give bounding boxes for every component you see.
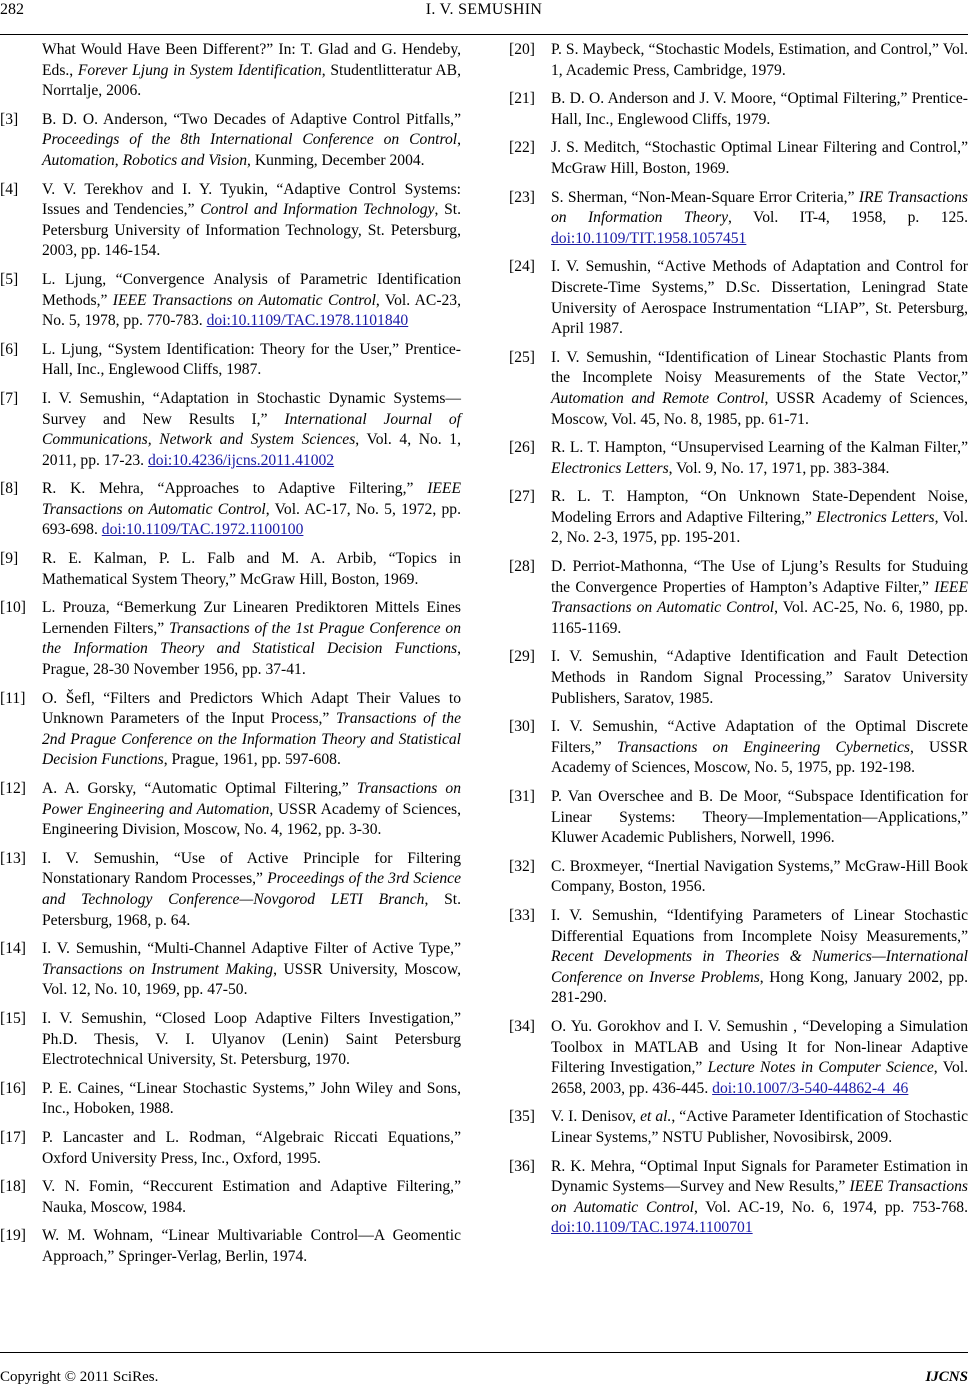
reference-item	[0, 598, 461, 680]
reference-item	[0, 849, 461, 931]
reference-item	[509, 1157, 968, 1239]
reference-number: [22]	[509, 139, 535, 157]
reference-number: [29]	[509, 648, 535, 666]
doi-link[interactable]: doi:10.1109/TAC.1974.1100701	[551, 1219, 753, 1237]
reference-number: [5]	[0, 270, 19, 288]
reference-item	[0, 340, 461, 381]
page-footer	[0, 1352, 968, 1387]
reference-number: [32]	[509, 857, 535, 875]
reference-number: [17]	[0, 1128, 26, 1146]
reference-number: [28]	[509, 558, 535, 576]
doi-link[interactable]: doi:10.1109/TAC.1978.1101840	[206, 312, 409, 330]
reference-continuation: What Would Have Been Different?” In: T. Glad and G. Hendeby, Eds., Forever Ljung in System Identification, Studentlitteratur AB, Norrtalje, 2006.	[42, 41, 461, 100]
reference-number: [18]	[0, 1178, 26, 1196]
reference-item	[509, 188, 968, 250]
doi-link[interactable]: doi:10.1007/3-540-44862-4_46	[712, 1079, 909, 1097]
reference-item	[0, 689, 461, 771]
reference-number: [24]	[509, 258, 535, 276]
reference-item	[0, 1009, 461, 1071]
reference-text: I. V. Semushin, “Closed Loop Adaptive Filters Investigation,” Ph.D. Thesis, V. I. Ulyanov (Lenin) Saint Petersburg Electrotechnical University, St. Petersburg, 1970.	[42, 1009, 461, 1069]
reference-text: V. N. Fomin, “Reccurent Estimation and Adaptive Filtering,” Nauka, Moscow, 1984.	[42, 1178, 461, 1216]
reference-number: [20]	[509, 41, 535, 58]
doi-link[interactable]: doi:10.4236/ijcns.2011.41002	[147, 451, 335, 469]
reference-text: I. V. Semushin, “Use of Active Principle for Filtering Nonstationary Random Processes,” Proceedings of the 3rd Science and Technology Conference—Novgorod LETI Branch, St. Petersburg, 1968, p. 64.	[42, 849, 461, 929]
reference-item	[509, 438, 968, 479]
reference-item	[0, 939, 461, 1001]
doi-link[interactable]: doi:10.1109/TIT.1958.1057451	[551, 229, 747, 247]
reference-text: P. S. Maybeck, “Stochastic Models, Estimation, and Control,” Vol. 1, Academic Press, Cambridge, 1979.	[551, 41, 968, 79]
reference-text: I. V. Semushin, “Identification of Linear Stochastic Plants from the Incomplete Noisy Measurements of the State Vector,” Automation and Remote Control, USSR Academy of Sciences, Moscow, Vol. 45, No. 8, 1985, pp. 61-71.	[551, 348, 968, 428]
reference-item	[0, 779, 461, 841]
reference-number: [36]	[509, 1157, 535, 1175]
reference-number: [9]	[0, 550, 19, 568]
reference-number: [26]	[509, 439, 535, 457]
reference-item	[509, 138, 968, 179]
reference-item	[0, 1177, 461, 1218]
reference-text: B. D. O. Anderson, “Two Decades of Adaptive Control Pitfalls,” Proceedings of the 8th International Conference on Control, Automation, Robotics and Vision, Kunming, December 2004.	[42, 110, 461, 169]
reference-item	[0, 180, 461, 262]
reference-text: I. V. Semushin, “Active Methods of Adaptation and Control for Discrete-Time Systems,” D.Sc. Dissertation, Leningrad State University of Aerospace Instrumentation “LIAP”, St. Petersburg, April 1987.	[551, 258, 968, 338]
reference-text: R. E. Kalman, P. L. Falb and M. A. Arbib, “Topics in Mathematical System Theory,” McGraw Hill, Boston, 1969.	[42, 550, 461, 588]
reference-number: [3]	[0, 110, 19, 128]
reference-number: [7]	[0, 389, 19, 407]
reference-text: V. V. Terekhov and I. Y. Tyukin, “Adaptive Control Systems: Issues and Tendencies,” Control and Information Technology, St. Petersburg University of Information Technology, St. Petersburg, 2003, pp. 146-154.	[42, 180, 462, 260]
reference-item	[509, 647, 968, 709]
reference-text: L. Ljung, “System Identification: Theory for the User,” Prentice-Hall, Inc., Englewood Cliffs, 1987.	[42, 340, 461, 379]
reference-number: [16]	[0, 1079, 26, 1097]
reference-item	[509, 857, 968, 898]
doi-link[interactable]: doi:10.1109/TAC.1972.1100100	[101, 521, 304, 539]
reference-item	[509, 557, 968, 639]
reference-text: W. M. Wohnam, “Linear Multivariable Control—A Geomentic Approach,” Springer-Verlag, Berlin, 1974.	[42, 1227, 461, 1265]
page-header	[0, 0, 968, 35]
reference-item	[509, 717, 968, 779]
reference-item	[0, 270, 461, 332]
reference-item	[509, 89, 968, 130]
reference-text: R. L. T. Hampton, “Unsupervised Learning of the Kalman Filter,” Electronics Letters, Vol. 9, No. 17, 1971, pp. 383-384.	[551, 439, 968, 477]
reference-text: S. Sherman, “Non-Mean-Square Error Criteria,” IRE Transactions on Information Theory, Vol. IT-4, 1958, p. 125. doi:10.1109/TIT.1958.1057451	[551, 188, 968, 247]
reference-number: [8]	[0, 480, 19, 498]
reference-text: D. Perriot-Mathonna, “The Use of Ljung’s Results for Studuing the Convergence Properties of Hampton’s Adaptive Filter,” IEEE Transactions on Automatic Control, Vol. AC-25, No. 6, 1980, pp. 1165-1169.	[551, 558, 968, 637]
reference-text: B. D. O. Anderson and J. V. Moore, “Optimal Filtering,” Prentice-Hall, Inc., Englewood Cliffs, 1979.	[551, 90, 968, 128]
reference-number: [33]	[509, 906, 535, 924]
reference-text: I. V. Semushin, “Multi-Channel Adaptive Filter of Active Type,” Transactions on Instrument Making, USSR University, Moscow, Vol. 12, No. 10, 1969, pp. 47-50.	[42, 940, 461, 999]
left-column	[0, 40, 461, 1275]
reference-item	[0, 1128, 461, 1169]
reference-item	[0, 1226, 461, 1267]
reference-number: [10]	[0, 599, 26, 617]
reference-number: [30]	[509, 718, 535, 736]
reference-number: [11]	[0, 689, 26, 707]
reference-item	[509, 787, 968, 849]
reference-item	[0, 110, 461, 172]
reference-item	[0, 389, 461, 471]
right-column	[509, 40, 968, 1247]
reference-item	[0, 549, 461, 590]
reference-number: [13]	[0, 849, 26, 867]
reference-text: P. Van Overschee and B. De Moor, “Subspace Identification for Linear Systems: Theory—Implementation—Applications,” Kluwer Academic Publishers, Norwell, 1996.	[551, 788, 968, 847]
reference-number: [19]	[0, 1227, 26, 1245]
reference-text: V. I. Denisov, et al., “Active Parameter Identification of Stochastic Linear Systems,” NSTU Publisher, Novosibirsk, 2009.	[551, 1108, 968, 1146]
reference-text: C. Broxmeyer, “Inertial Navigation Systems,” McGraw-Hill Book Company, Boston, 1956.	[551, 857, 968, 896]
reference-text: A. A. Gorsky, “Automatic Optimal Filtering,” Transactions on Power Engineering and Automation, USSR Academy of Sciences, Engineering Division, Moscow, No. 4, 1962, pp. 3-30.	[42, 780, 461, 839]
running-title: I. V. SEMUSHIN	[425, 1, 543, 18]
journal-abbreviation: IJCNS	[925, 1369, 968, 1385]
reference-text: J. S. Meditch, “Stochastic Optimal Linear Filtering and Control,” McGraw Hill, Boston, 1969.	[551, 139, 968, 177]
reference-text: O. Yu. Gorokhov and I. V. Semushin , “Developing a Simulation Toolbox in MATLAB and Using It for Non-linear Adaptive Filtering Investigation,” Lecture Notes in Computer Science, Vol. 2658, 2003, pp. 436-445. doi:10.1007/3-540-44862-4_46	[551, 1017, 968, 1097]
reference-text: L. Ljung, “Convergence Analysis of Parametric Identification Methods,” IEEE Transactions on Automatic Control, Vol. AC-23, No. 5, 1978, pp. 770-783. doi:10.1109/TAC.1978.1101840	[42, 270, 461, 330]
reference-number: [15]	[0, 1009, 26, 1027]
reference-text: I. V. Semushin, “Adaptation in Stochastic Dynamic Systems—Survey and New Results I,” International Journal of Communications, Network and System Sciences, Vol. 4, No. 1, 2011, pp. 17-23. doi:10.4236/ijcns.2011.41002	[42, 389, 462, 469]
reference-number: [23]	[509, 188, 535, 206]
page-number: 282	[0, 1, 24, 18]
reference-number: [4]	[0, 180, 19, 198]
reference-text: L. Prouza, “Bemerkung Zur Linearen Prediktoren Mittels Eines Lernenden Filters,” Transactions of the 1st Prague Conference on the Information Theory and Statistical Decision Functions, Prague, 28-30 November 1956, pp. 37-41.	[42, 599, 462, 679]
reference-text: P. E. Caines, “Linear Stochastic Systems,” John Wiley and Sons, Inc., Hoboken, 1988.	[42, 1079, 461, 1118]
reference-number: [34]	[509, 1017, 535, 1035]
reference-text: R. K. Mehra, “Optimal Input Signals for Parameter Estimation in Dynamic Systems—Survey and New Results,” IEEE Transactions on Automatic Control, Vol. AC-19, No. 6, 1974, pp. 753-768. doi:10.1109/TAC.1974.1100701	[551, 1157, 968, 1237]
reference-number: [14]	[0, 940, 26, 958]
reference-item	[509, 1107, 968, 1148]
reference-number: [21]	[509, 90, 535, 108]
reference-number: [12]	[0, 780, 26, 797]
reference-item	[509, 906, 968, 1009]
reference-item	[509, 1017, 968, 1099]
reference-item	[509, 487, 968, 549]
reference-text: R. L. T. Hampton, “On Unknown State-Dependent Noise, Modeling Errors and Adaptive Filtering,” Electronics Letters, Vol. 2, No. 2-3, 1975, pp. 195-201.	[551, 488, 968, 547]
reference-text: P. Lancaster and L. Rodman, “Algebraic Riccati Equations,” Oxford University Press, Inc., Oxford, 1995.	[42, 1128, 461, 1167]
reference-text: I. V. Semushin, “Identifying Parameters of Linear Stochastic Differential Equations from Incomplete Noisy Measurements,” Recent Developments in Theories & Numerics—International Conference on Inverse Problems, Hong Kong, January 2002, pp. 281-290.	[551, 906, 968, 1007]
reference-item	[509, 257, 968, 339]
reference-item	[0, 479, 461, 541]
copyright-notice: Copyright © 2011 SciRes.	[0, 1369, 159, 1385]
reference-text: I. V. Semushin, “Adaptive Identification and Fault Detection Methods in Random Signal Processing,” Saratov University Publishers, Saratov, 1985.	[551, 648, 968, 707]
reference-text: I. V. Semushin, “Active Adaptation of the Optimal Discrete Filters,” Transactions on Engineering Cybernetics, USSR Academy of Sciences, Moscow, No. 5, 1975, pp. 192-198.	[551, 718, 968, 777]
reference-text: R. K. Mehra, “Approaches to Adaptive Filtering,” IEEE Transactions on Automatic Control, Vol. AC-17, No. 5, 1972, pp. 693-698. doi:10.1109/TAC.1972.1100100	[42, 480, 461, 539]
reference-number: [25]	[509, 348, 535, 366]
reference-item	[0, 1079, 461, 1120]
reference-item	[509, 348, 968, 430]
reference-text: O. Šefl, “Filters and Predictors Which Adapt Their Values to Unknown Parameters of the Input Process,” Transactions of the 2nd Prague Conference on the Information Theory and Statistical Decision Functions, Prague, 1961, pp. 597-608.	[42, 689, 461, 769]
reference-number: [31]	[509, 788, 535, 805]
reference-number: [35]	[509, 1108, 535, 1126]
reference-number: [6]	[0, 340, 19, 358]
reference-number: [27]	[509, 488, 535, 506]
reference-item	[509, 40, 968, 81]
